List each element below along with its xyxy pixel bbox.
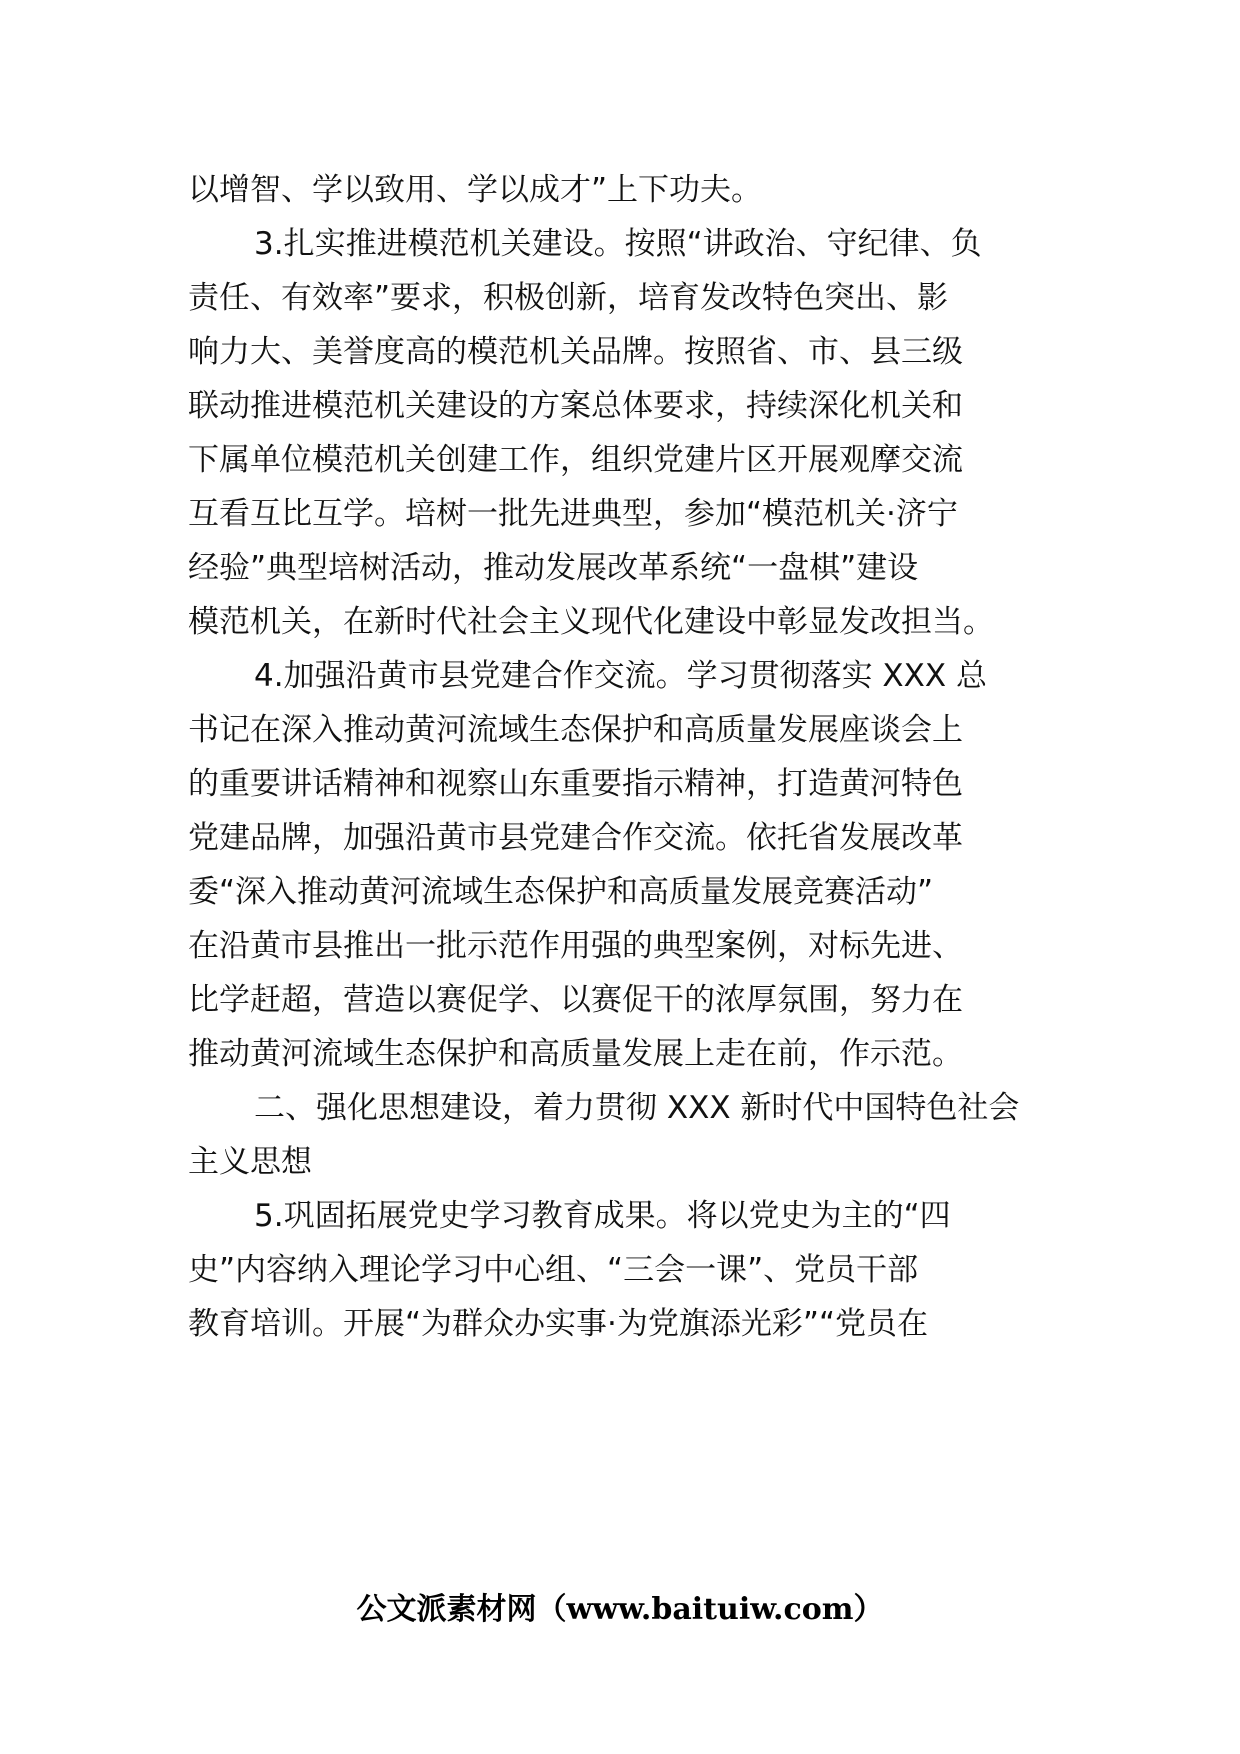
text-line-1: 以增智、学以致用、学以成才”上下功夫。 xyxy=(188,172,763,208)
text-line-8: 经验”典型培树活动，推动发展改革系统“一盘棋”建设 xyxy=(188,550,919,586)
text-line-11: 书记在深入推动黄河流域生态保护和高质量发展座谈会上 xyxy=(188,712,963,748)
footer-watermark: 公文派素材网（www.baituiw.com） xyxy=(356,1592,884,1627)
text-line-5: 联动推进模范机关建设的方案总体要求，持续深化机关和 xyxy=(188,388,963,424)
text-line-14: 委“深入推动黄河流域生态保护和高质量发展竞赛活动” xyxy=(188,874,934,910)
text-line-15: 在沿黄市县推出一批示范作用强的典型案例，对标先进、 xyxy=(188,928,963,964)
text-line-22: 教育培训。开展“为群众办实事·为党旗添光彩”“党员在 xyxy=(188,1306,929,1342)
text-line-12: 的重要讲话精神和视察山东重要指示精神，打造黄河特色 xyxy=(188,766,963,802)
text-line-3: 责任、有效率”要求，积极创新，培育发改特色突出、影 xyxy=(188,280,949,316)
text-line-16: 比学赶超，营造以赛促学、以赛促干的浓厚氛围，努力在 xyxy=(188,982,963,1018)
text-line-20: 5.巩固拓展党史学习教育成果。将以党史为主的“四 xyxy=(254,1198,951,1234)
text-line-4: 响力大、美誉度高的模范机关品牌。按照省、市、县三级 xyxy=(188,334,963,370)
text-line-10: 4.加强沿黄市县党建合作交流。学习贯彻落实 XXX 总 xyxy=(254,658,987,694)
text-line-9: 模范机关，在新时代社会主义现代化建设中彰显发改担当。 xyxy=(188,604,994,640)
section-heading-line-1: 二、强化思想建设，着力贯彻 XXX 新时代中国特色社会 xyxy=(254,1090,1020,1126)
text-line-7: 互看互比互学。培树一批先进典型，参加“模范机关·济宁 xyxy=(188,496,958,532)
text-line-21: 史”内容纳入理论学习中心组、“三会一课”、党员干部 xyxy=(188,1252,919,1288)
section-heading-line-2: 主义思想 xyxy=(188,1144,312,1180)
text-line-6: 下属单位模范机关创建工作，组织党建片区开展观摩交流 xyxy=(188,442,963,478)
text-line-17: 推动黄河流域生态保护和高质量发展上走在前，作示范。 xyxy=(188,1036,963,1072)
text-line-13: 党建品牌，加强沿黄市县党建合作交流。依托省发展改革 xyxy=(188,820,963,856)
text-line-2: 3.扎实推进模范机关建设。按照“讲政治、守纪律、负 xyxy=(254,226,982,262)
